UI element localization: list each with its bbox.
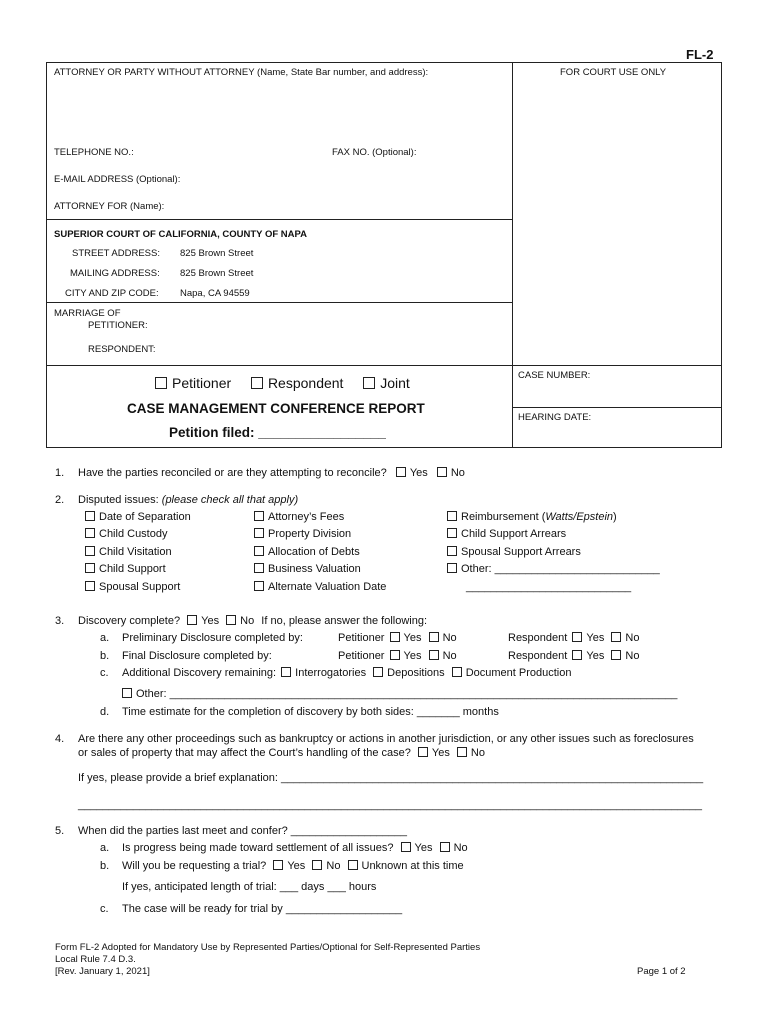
q1-number: 1. xyxy=(55,467,65,479)
q3-yes-checkbox[interactable] xyxy=(187,615,197,625)
q2-item-child-visitation[interactable] xyxy=(85,546,172,558)
court-use-divider xyxy=(512,62,513,448)
label-yes: Yes xyxy=(403,650,422,662)
divider-court xyxy=(46,219,513,220)
label-yes: Yes xyxy=(586,650,605,662)
label: Petitioner xyxy=(338,632,385,644)
label: Respondent xyxy=(508,632,568,644)
q5b-letter: b. xyxy=(100,860,110,872)
label: Respondent xyxy=(508,650,568,662)
q3a-letter: a. xyxy=(100,632,110,644)
q2-item-other[interactable] xyxy=(447,563,660,575)
q5b-unknown-checkbox[interactable] xyxy=(348,860,358,870)
checkbox[interactable] xyxy=(254,563,264,573)
label: Spousal Support Arrears xyxy=(461,546,581,558)
q1-yes-checkbox[interactable] xyxy=(396,467,406,477)
q5b-unknown-label: Unknown at this time xyxy=(361,860,464,872)
q3c-other-label: Other: ___________________________________________________________________________________ xyxy=(136,688,678,700)
interrogatories-checkbox[interactable] xyxy=(281,667,291,677)
checkbox[interactable] xyxy=(447,563,457,573)
q5b-no-checkbox[interactable] xyxy=(312,860,322,870)
document-production-checkbox[interactable] xyxy=(452,667,462,677)
label: Child Support xyxy=(99,563,166,575)
label: Petitioner xyxy=(338,650,385,662)
label: Business Valuation xyxy=(268,563,361,575)
q3d-text: Time estimate for the completion of discovery by both sides: _______ months xyxy=(122,706,499,718)
label: Child Custody xyxy=(99,528,168,540)
street-value: 825 Brown Street xyxy=(180,248,254,259)
label-no: No xyxy=(625,632,640,644)
label-no: No xyxy=(442,650,457,662)
divider-marriage xyxy=(46,302,513,303)
checkbox[interactable] xyxy=(447,546,457,556)
q3c-text: Additional Discovery remaining: xyxy=(122,667,277,679)
q2-item-attorneys-fees[interactable] xyxy=(254,511,344,523)
depositions-label: Depositions xyxy=(387,667,445,679)
checkbox[interactable] xyxy=(85,546,95,556)
q2-item-child-custody[interactable] xyxy=(85,528,167,540)
attorney-label: ATTORNEY OR PARTY WITHOUT ATTORNEY (Name, State Bar number, and address): xyxy=(54,67,429,78)
q3c-other[interactable] xyxy=(122,688,677,700)
q3-if-no: If no, please answer the following: xyxy=(261,615,428,627)
q4-number: 4. xyxy=(55,733,65,745)
q3-number: 3. xyxy=(55,615,65,627)
petition-filed-field[interactable]: Petition filed: _________________ xyxy=(169,425,386,440)
q3d-letter: d. xyxy=(100,706,110,718)
petitioner-label: PETITIONER: xyxy=(88,320,148,331)
label: Child Support Arrears xyxy=(461,528,567,540)
label-yes: Yes xyxy=(403,632,422,644)
label: Other: ___________________________ xyxy=(461,563,660,575)
page-number: Page 1 of 2 xyxy=(637,966,686,977)
q2-item-spousal-support[interactable] xyxy=(85,581,180,593)
case-number-label: CASE NUMBER: xyxy=(518,370,591,381)
checkbox[interactable] xyxy=(254,546,264,556)
street-label: STREET ADDRESS: xyxy=(72,248,160,259)
checkbox[interactable] xyxy=(254,511,264,521)
q3-yes-label: Yes xyxy=(201,615,220,627)
footer-revision: [Rev. January 1, 2021] xyxy=(55,966,150,977)
city-value: Napa, CA 94559 xyxy=(180,288,250,299)
label-yes: Yes xyxy=(586,632,605,644)
q3b-respondent-no-checkbox[interactable] xyxy=(611,650,621,660)
label: Allocation of Debts xyxy=(268,546,360,558)
label: Reimbursement ( xyxy=(461,511,546,523)
fax-label: FAX NO. (Optional): xyxy=(332,147,417,158)
q2-item-alternate-valuation[interactable] xyxy=(254,581,386,593)
q1-yes-label: Yes xyxy=(409,467,428,479)
q2-item-property-division[interactable] xyxy=(254,528,351,540)
city-label: CITY AND ZIP CODE: xyxy=(65,288,159,299)
q2-hint: (please check all that apply) xyxy=(161,494,299,506)
q5b-no-label: No xyxy=(326,860,341,872)
q3b-respondent xyxy=(508,650,639,662)
q3c-other-checkbox[interactable] xyxy=(122,688,132,698)
q4-explain-field[interactable]: If yes, please provide a brief explanation: _____________________________________________________________________ xyxy=(78,772,704,784)
q3c-letter: c. xyxy=(100,667,109,679)
checkbox[interactable] xyxy=(85,528,95,538)
checkbox[interactable] xyxy=(85,581,95,591)
attorney-for-label: ATTORNEY FOR (Name): xyxy=(54,201,165,212)
label: Alternate Valuation Date xyxy=(268,581,387,593)
q3b-petitioner xyxy=(338,650,457,662)
q3-no-checkbox[interactable] xyxy=(226,615,236,625)
depositions-checkbox[interactable] xyxy=(373,667,383,677)
joint-checkbox[interactable] xyxy=(363,377,375,389)
q3a-respondent-no-checkbox[interactable] xyxy=(611,632,621,642)
marriage-of-label: MARRIAGE OF xyxy=(54,308,121,319)
q4-yes-label: Yes xyxy=(431,747,450,759)
form-code: FL-2 xyxy=(686,47,714,62)
q3a-petitioner-yes-checkbox[interactable] xyxy=(390,632,400,642)
footer-local-rule: Local Rule 7.4 D.3. xyxy=(55,954,136,965)
q2-item-allocation-debts[interactable] xyxy=(254,546,360,558)
q4-yes-checkbox[interactable] xyxy=(418,747,428,757)
q5-number: 5. xyxy=(55,825,65,837)
q2-item-reimbursement[interactable] xyxy=(447,511,617,523)
court-name: SUPERIOR COURT OF CALIFORNIA, COUNTY OF NAPA xyxy=(54,229,307,240)
q4-line1: Are there any other proceedings such as bankruptcy or actions in another jurisdiction, or any other issues such as foreclosures xyxy=(78,733,694,745)
document-production-label: Document Production xyxy=(465,667,572,679)
q5a-no-label: No xyxy=(453,842,468,854)
petitioner-checkbox[interactable] xyxy=(155,377,167,389)
q2-text: Disputed issues: xyxy=(78,494,159,506)
q4-blank-line[interactable]: ______________________________________________________________________________________________________ xyxy=(78,799,703,811)
q5a-text: Is progress being made toward settlement of all issues? xyxy=(122,842,394,854)
q5b-row xyxy=(122,860,464,872)
petitioner-option-label: Petitioner xyxy=(172,375,232,391)
q5a-no-checkbox[interactable] xyxy=(440,842,450,852)
q3b-respondent-yes-checkbox[interactable] xyxy=(572,650,582,660)
checkbox[interactable] xyxy=(85,511,95,521)
q1-text: Have the parties reconciled or are they attempting to reconcile? xyxy=(78,467,387,479)
telephone-label: TELEPHONE NO.: xyxy=(54,147,134,158)
form-title: CASE MANAGEMENT CONFERENCE REPORT xyxy=(127,401,425,416)
q5-trial-length-field[interactable]: If yes, anticipated length of trial: ___ days ___ hours xyxy=(122,881,377,893)
divider-hearing xyxy=(512,407,722,408)
divider-title xyxy=(46,365,722,366)
label: Child Visitation xyxy=(99,546,172,558)
email-label: E-MAIL ADDRESS (Optional): xyxy=(54,174,181,185)
q3-no-label: No xyxy=(240,615,255,627)
q3b-letter: b. xyxy=(100,650,110,662)
q2-number: 2. xyxy=(55,494,65,506)
q3a-respondent-yes-checkbox[interactable] xyxy=(572,632,582,642)
q4-line2: or sales of property that may affect the Court’s handling of the case? xyxy=(78,747,411,759)
label: Property Division xyxy=(268,528,352,540)
q5b-yes-checkbox[interactable] xyxy=(273,860,283,870)
respondent-checkbox[interactable] xyxy=(251,377,263,389)
q3b-text: Final Disclosure completed by: xyxy=(122,650,272,662)
label-italic: Watts/Epstein xyxy=(545,511,614,523)
checkbox[interactable] xyxy=(254,581,264,591)
q3a-petitioner-no-checkbox[interactable] xyxy=(429,632,439,642)
checkbox[interactable] xyxy=(447,528,457,538)
q3c-row xyxy=(122,667,571,679)
q5a-row xyxy=(122,842,468,854)
respondent-label: RESPONDENT: xyxy=(88,344,156,355)
q3-row xyxy=(78,615,427,627)
q5b-text: Will you be requesting a trial? xyxy=(122,860,267,872)
q3-text: Discovery complete? xyxy=(78,615,181,627)
q3a-respondent xyxy=(508,632,639,644)
q5c-field[interactable]: The case will be ready for trial by ___________________ xyxy=(122,903,403,915)
q3a-text: Preliminary Disclosure completed by: xyxy=(122,632,303,644)
q1-no-checkbox[interactable] xyxy=(437,467,447,477)
respondent-option-label: Respondent xyxy=(267,375,344,391)
joint-option-label: Joint xyxy=(380,375,410,391)
label-close: ) xyxy=(613,511,617,523)
q2-item-business-valuation[interactable] xyxy=(254,563,361,575)
label-no: No xyxy=(442,632,457,644)
q2-item-spousal-support-arrears[interactable] xyxy=(447,546,581,558)
q2-item-date-separation[interactable] xyxy=(85,511,191,523)
q4-no-label: No xyxy=(470,747,485,759)
q5a-yes-label: Yes xyxy=(414,842,433,854)
q1-row xyxy=(78,467,465,479)
checkbox[interactable] xyxy=(85,563,95,573)
q4-line2-row xyxy=(78,747,485,759)
interrogatories-label: Interrogatories xyxy=(295,667,367,679)
checkbox[interactable] xyxy=(254,528,264,538)
q2-item-child-support-arrears[interactable] xyxy=(447,528,566,540)
label: Attorney’s Fees xyxy=(268,511,345,523)
filer-options xyxy=(155,375,410,391)
checkbox[interactable] xyxy=(447,511,457,521)
mailing-value: 825 Brown Street xyxy=(180,268,254,279)
hearing-date-label: HEARING DATE: xyxy=(518,412,592,423)
q5-text[interactable]: When did the parties last meet and confer? ___________________ xyxy=(78,825,408,837)
q2-heading xyxy=(78,494,298,506)
q3b-petitioner-no-checkbox[interactable] xyxy=(429,650,439,660)
q3a-petitioner xyxy=(338,632,457,644)
q3b-petitioner-yes-checkbox[interactable] xyxy=(390,650,400,660)
label: Date of Separation xyxy=(99,511,191,523)
q2-other-blank-line[interactable]: ___________________________ xyxy=(466,581,632,593)
label-no: No xyxy=(625,650,640,662)
mailing-label: MAILING ADDRESS: xyxy=(70,268,160,279)
q2-item-child-support[interactable] xyxy=(85,563,166,575)
footer-adoption: Form FL-2 Adopted for Mandatory Use by Represented Parties/Optional for Self-Represented Parties xyxy=(55,942,481,953)
court-use-label: FOR COURT USE ONLY xyxy=(560,67,667,78)
q4-no-checkbox[interactable] xyxy=(457,747,467,757)
q5a-yes-checkbox[interactable] xyxy=(401,842,411,852)
q5b-yes-label: Yes xyxy=(287,860,306,872)
q5a-letter: a. xyxy=(100,842,110,854)
label: Spousal Support xyxy=(99,581,181,593)
q1-no-label: No xyxy=(450,467,465,479)
q5c-letter: c. xyxy=(100,903,109,915)
